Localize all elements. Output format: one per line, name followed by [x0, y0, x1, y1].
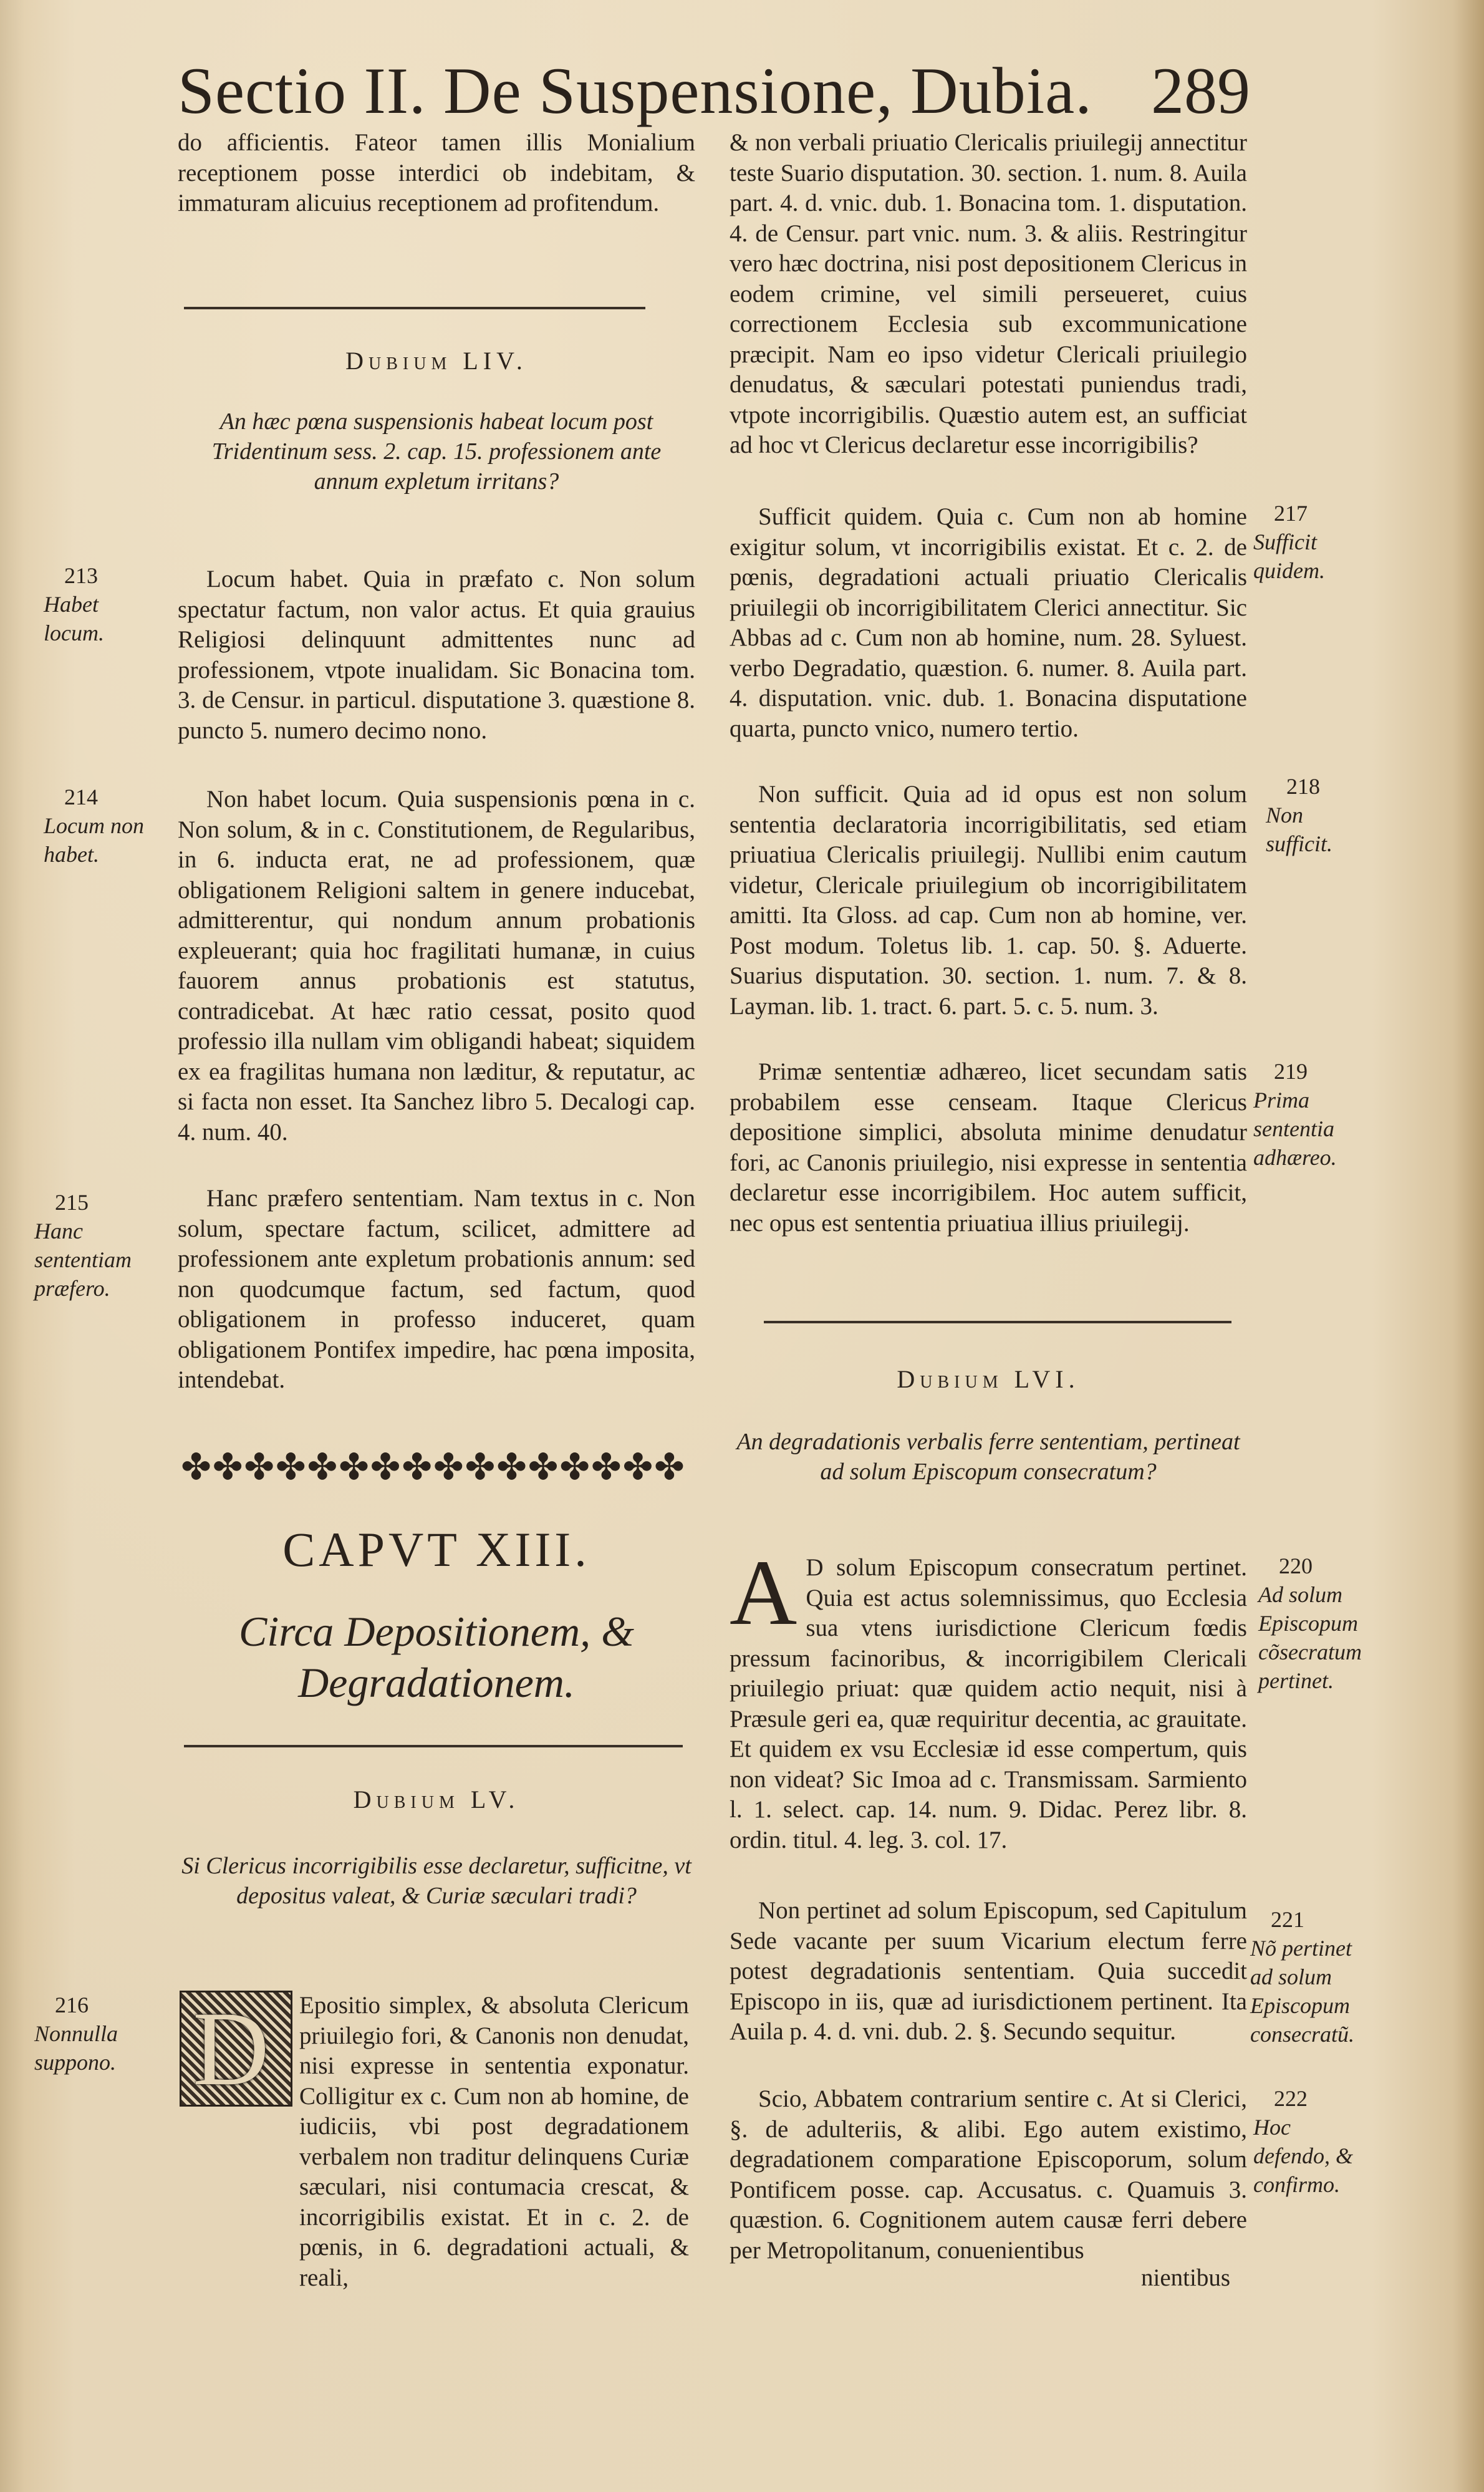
paragraph-220-text [730, 1541, 1247, 1855]
paragraph-217-text: Sufficit quidem. Quia c. Cum non ab homine exigitur solum, vt incorrigibilis existat. Et c. 2. de pœnis, degradationi actuali priuatio Clericalis priuilegii ob incorrigibilitatem Clerici annectitur. Sic Abbas ad c. Cum non ab homine, num. 28. Syluest. verbo Degradatio, quæstion. 6. numer. 8. Auila part. 4. disputation. vnic. dub. 1. Bonacina disputatione quarta, puncto vnico, numero tertio. [730, 503, 1247, 742]
margin-note-221 [1250, 1905, 1359, 2049]
paragraph-219-text: Primæ sententiæ adhæreo, licet secundam satis probabilem esse censeam. Itaque Clericus depositione simplici, absoluta minime denudatur fori, ac Canonis priuilegio, nisi expresse in sententia declaretur esse incorrigibilem. Hoc autem sufficit, nec opus est sententia priuatiua illius priuilegij. [730, 1058, 1247, 1237]
paragraph-222 [730, 2084, 1247, 2271]
dubium-54-question: An hæc pœna suspensionis habeat locum post Tridentinum sess. 2. cap. 15. professionem ante annum expletum irritans? [211, 408, 662, 495]
margin-note-214-number: 214 [64, 785, 98, 809]
margin-note-219-number: 219 [1274, 1059, 1308, 1084]
margin-note-222-number: 222 [1274, 2086, 1308, 2111]
paragraph-213-text: Locum habet. Quia in præfato c. Non solum spectatur factum, non valor actus. Et quia grauius Religiosi delinquunt admittentes nunc ad professionem, vtpote inualidam. Sic Bonacina tom. 3. de Censur. in particul. disputatione 3. quæstione 8. puncto 5. numero decimo nono. [178, 566, 695, 744]
left-continuation [178, 128, 695, 219]
decorative-ornament-band: ✤✤✤✤✤✤✤✤✤✤✤✤✤✤✤✤ [181, 1447, 686, 1487]
margin-note-218-number: 218 [1286, 774, 1320, 799]
paragraph-215-text: Hanc præfero sententiam. Nam textus in c. Non solum, spectare factum, scilicet, admittere ad professionem ante expletum probationis annum: sed non quodcumque factum, sed factum, quod obligationem in professo induceret, quam obligationem Pontifex impedire, hac pœna imposita, intendebat. [178, 1185, 695, 1393]
margin-note-215-text: Hanc sententiam præfero. [34, 1219, 132, 1301]
paragraph-216-head [299, 1991, 689, 2340]
chapter-title: CAPVT XIII. [282, 1522, 590, 1577]
margin-note-213-number: 213 [64, 563, 98, 588]
margin-note-218 [1266, 772, 1375, 858]
catchword: nientibus [1141, 2264, 1230, 2291]
paragraph-214 [178, 785, 695, 1147]
paragraph-218-text: Non sufficit. Quia ad id opus est non solum sententia declaratoria incorrigibilitatis, sed etiam priuatiua Clericalis priuilegij. Nullibi enim cautum videtur, Clericale priuilegium ob incorrigibilitatem amitti. Ita Gloss. ad cap. Cum non ab homine, ver. Post modum. Toletus lib. 1. cap. 50. §. Aduerte. Suarius disputation. 30. section. 1. num. 7. & 8. Layman. lib. 1. tract. 6. part. 5. c. 5. num. 3. [730, 781, 1247, 1020]
paragraph-218 [730, 780, 1247, 1021]
decorated-initial-d [180, 1991, 292, 2107]
margin-note-216-number: 216 [55, 1992, 89, 2017]
margin-note-221-text: Nõ pertinet ad solum Episcopum consecratũ. [1250, 1936, 1354, 2047]
dubium-55-question: Si Clericus incorrigibilis esse declaretur, sufficitne, vt depositus valeat, & Curiæ sæculari tradi? [181, 1853, 691, 1909]
margin-note-219-text: Prima sententia adhæreo. [1253, 1088, 1337, 1170]
paragraph-221 [730, 1896, 1247, 2047]
margin-note-213-text: Habet locum. [44, 592, 104, 645]
margin-note-213 [44, 561, 153, 647]
chapter-subtitle: Circa Depositionem, & Degradationem. [239, 1608, 634, 1706]
margin-note-216 [34, 1991, 143, 2077]
margin-note-215-number: 215 [55, 1190, 89, 1215]
paragraph-220 [730, 1541, 1247, 1855]
margin-note-218-text: Non sufficit. [1266, 803, 1332, 856]
margin-note-217 [1253, 499, 1362, 585]
paragraph-220-body: D solum Episcopum consecratum pertinet. Quia est actus solemnissimus, quo Ecclesia sua vtens iurisdictione Clericum fœdis pressum facinoribus, & incorrigibilem Clericali priuilegio priuat: quæ quidem actio nequit, nisi à Præsule geri ea, quæ requiritur decentia, ac grauitate. Et quidem ex vsu Ecclesiæ id esse compertum, quis non videat? Sic Imoa ad c. Transmissam. Sarmiento l. 1. select. cap. 14. num. 9. Didac. Perez libr. 8. ordin. titul. 4. leg. 3. col. 17. [730, 1554, 1247, 1853]
margin-note-220-text: Ad solum Episcopum cõsecratum pertinet. [1258, 1582, 1362, 1693]
dubium-55-heading: Dubium LV. [353, 1785, 520, 1813]
margin-note-222-text: Hoc defendo, & confirmo. [1253, 2115, 1353, 2197]
dubium-56-heading: Dubium LVI. [897, 1365, 1080, 1393]
margin-note-215 [34, 1188, 143, 1303]
initial-letter-a: A [730, 1541, 797, 1644]
margin-note-217-text: Sufficit quidem. [1253, 529, 1325, 583]
margin-note-222 [1253, 2084, 1362, 2199]
section-rule-right [764, 1321, 1231, 1323]
chapter-rule [184, 1745, 683, 1747]
paragraph-221-text: Non pertinet ad solum Episcopum, sed Capitulum Sede vacante per suum Vicarium electum ferre potest degradationis sententiam. Quia succedit Episcopo in iis, quæ ad iurisdictionem pertinent. Ita Auila p. 4. d. vni. dub. 2. §. Secundo sequitur. [730, 1897, 1247, 2045]
running-title: Sectio II. De Suspensione, Dubia. [178, 54, 1092, 127]
paragraph-222-text: Scio, Abbatem contrarium sentire c. At si Clerici, §. de adulteriis, & alibi. Ego autem existimo, degradationem comparatione Episcoporum, solum Pontificem posse. cap. Accusatus. c. Quamuis 3. quæstion. 6. Cognitionem autem causæ ferri debere per Metropolitanum, conuenientibus [730, 2085, 1247, 2264]
paragraph-219 [730, 1057, 1247, 1239]
paragraph-216-text: Epositio simplex, & absoluta Clericum priuilegio fori, & Canonis non denudat, nisi expresse in sententia exponatur. Colligitur ex c. Cum non ab homine, de iudiciis, vbi post degradationem verbalem non traditur delinquens Curiæ sæculari, nisi contumacia crescat, & incorrigibilis existat. Et in c. 2. de pœnis, in 6. degradationi actuali, & reali, [299, 1992, 689, 2291]
margin-note-214 [44, 783, 153, 869]
paragraph-214-text: Non habet locum. Quia suspensionis pœna in c. Non solum, & in c. Constitutionem, de Regularibus, in 6. inducta erat, ne ad professionem, quæ obligationem Religioni saltem in genere inducebat, admitterentur, qui nondum annum probationis expleuerant; quia hoc fragilitati humanæ, in cuius fauorem annus probationis est statutus, contradicebat. At hæc ratio cessat, posito quod professio illa nullam vim obligandi habeat; siquidem ex ea fragilitas humana non læditur, & reputatur, ac si facta non esset. Ita Sanchez libro 5. Decalogi cap. 4. num. 40. [178, 786, 695, 1146]
paragraph-215 [178, 1184, 695, 1396]
dubium-54-heading: Dubium LIV. [345, 347, 528, 375]
paragraph-213 [178, 564, 695, 746]
page-number: 289 [1151, 54, 1250, 127]
initial-letter: D [193, 1990, 269, 2107]
margin-note-221-number: 221 [1271, 1907, 1304, 1932]
section-rule [184, 307, 645, 309]
continuation-paragraph: do afficientis. Fateor tamen illis Monialium receptionem posse interdici ob indebitam, & immaturam alicuius receptionem ad profitendum. [178, 129, 695, 216]
paragraph-217 [730, 502, 1247, 744]
dubium-56-question: An degradationis verbalis ferre sententiam, pertineat ad solum Episcopum consecratum? [736, 1429, 1240, 1485]
margin-note-217-number: 217 [1274, 501, 1308, 526]
margin-note-219 [1253, 1057, 1362, 1172]
margin-note-214-text: Locum non habet. [44, 813, 144, 867]
running-header [178, 47, 1263, 140]
margin-note-216-text: Nonnulla suppono. [34, 2021, 118, 2075]
right-continuation-text: & non verbali priuatio Clericalis priuilegij annectitur teste Suario disputation. 30. section. 1. num. 8. Auila part. 4. d. vnic. dub. 1. Bonacina tom. 1. disputation. 4. de Censur. part vnic. num. 3. & aliis. Restringitur vero hæc doctrina, nisi post depositionem Clericus in eodem crimine, vel simili perseueret, cuius correctionem Ecclesia sub excommunicatione præcipit. Nam eo ipso videtur Clericali priuilegio denudatus, & sæculari potestati puniendus tradi, vtpote incorrigibilis. Quæstio autem est, an sufficiat ad hoc vt Clericus declaretur esse incorrigibilis? [730, 129, 1247, 458]
margin-note-220 [1258, 1552, 1367, 1695]
right-continuation [730, 128, 1247, 461]
margin-note-220-number: 220 [1279, 1553, 1313, 1578]
